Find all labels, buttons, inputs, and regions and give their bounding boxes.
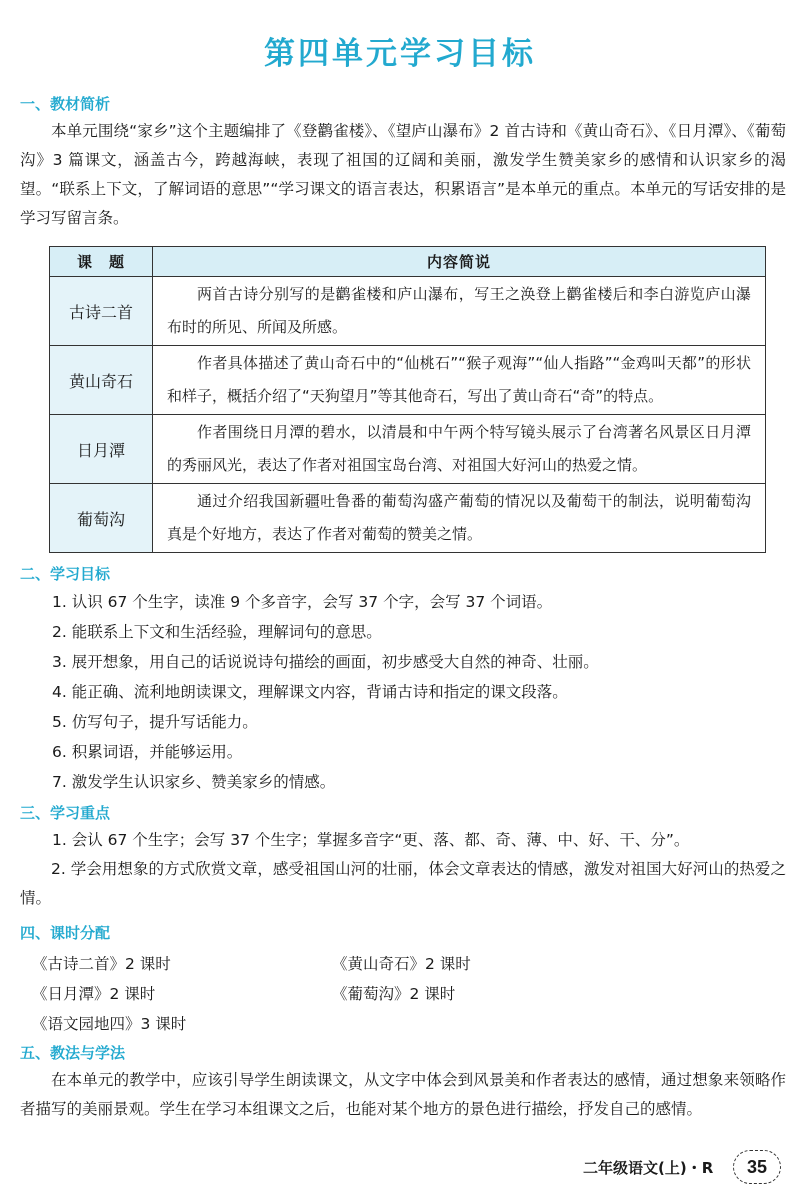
table-cell-lesson: 日月潭	[50, 415, 153, 484]
key-point-item: 2. 学会用想象的方式欣赏文章，感受祖国山河的壮丽，体会文章表达的情感，激发对祖国大好河山的热爱之情。	[20, 860, 786, 907]
goal-item: 4. 能正确、流利地朗读课文，理解课文内容，背诵古诗和指定的课文段落。	[52, 683, 568, 701]
book-label: 二年级语文(上)・R	[583, 1159, 714, 1177]
page-number-badge	[733, 1150, 781, 1184]
table-header-lesson: 课 题	[50, 247, 153, 277]
table-row	[50, 415, 766, 484]
table-cell-lesson: 葡萄沟	[50, 484, 153, 553]
table-header-summary: 内容简说	[153, 247, 766, 277]
table-row	[50, 277, 766, 346]
goal-item: 7. 激发学生认识家乡、赞美家乡的情感。	[52, 773, 336, 791]
lesson-table	[49, 246, 766, 553]
table-row	[50, 346, 766, 415]
table-row	[50, 484, 766, 553]
section-paragraph-methods: 在本单元的教学中，应该引导学生朗读课文，从文字中体会到风景美和作者表达的感情，通过想象来领略作者描写的美丽景观。学生在学习本组课文之后，也能对某个地方的景色进行描绘，抒发自己的感情。	[20, 1071, 786, 1118]
section-heading-key-points: 三、学习重点	[20, 804, 111, 822]
goal-item: 1. 认识 67 个生字，读准 9 个多音字，会写 37 个字，会写 37 个词语。	[52, 593, 553, 611]
table-cell-summary: 两首古诗分别写的是鹳雀楼和庐山瀑布，写王之涣登上鹳雀楼后和李白游览庐山瀑布时的所见、所闻及所感。	[153, 277, 766, 346]
table-cell-summary: 作者具体描述了黄山奇石中的“仙桃石”“猴子观海”“仙人指路”“金鸡叫天都”的形状和样子，概括介绍了“天狗望月”等其他奇石，写出了黄山奇石“奇”的特点。	[153, 346, 766, 415]
class-hour-item: 《语文园地四》3 课时	[32, 1015, 187, 1033]
section-heading-learning-goals: 二、学习目标	[20, 565, 111, 583]
page-number: 35	[746, 1156, 768, 1177]
table-cell-lesson: 古诗二首	[50, 277, 153, 346]
table-header-row	[50, 247, 766, 277]
section-heading-class-hours: 四、课时分配	[20, 924, 111, 942]
key-point-item: 1. 会认 67 个生字；会写 37 个生字；掌握多音字“更、落、都、奇、薄、中、好、干、分”。	[52, 831, 690, 849]
table-cell-summary: 通过介绍我国新疆吐鲁番的葡萄沟盛产葡萄的情况以及葡萄干的制法，说明葡萄沟真是个好地方，表达了作者对葡萄的赞美之情。	[153, 484, 766, 553]
section-paragraph-textbook-analysis: 本单元围绕“家乡”这个主题编排了《登鹳雀楼》、《望庐山瀑布》2 首古诗和《黄山奇石》、《日月潭》、《葡萄沟》3 篇课文，涵盖古今，跨越海峡，表现了祖国的辽阔和美丽，激发学生赞美家乡的感情和认识家乡的渴望。“联系上下文，了解词语的意思”“学习课文的语言表达，积累语言”是本单元的重点。本单元的写话安排的是学习写留言条。	[20, 122, 786, 227]
section-heading-methods: 五、教法与学法	[20, 1044, 126, 1062]
goal-item: 2. 能联系上下文和生活经验，理解词句的意思。	[52, 623, 382, 641]
class-hour-item: 《黄山奇石》2 课时	[332, 955, 471, 973]
class-hour-item: 《日月潭》2 课时	[32, 985, 156, 1003]
table-cell-lesson: 黄山奇石	[50, 346, 153, 415]
section-heading-textbook-analysis: 一、教材简析	[20, 95, 111, 113]
goal-item: 5. 仿写句子，提升写话能力。	[52, 713, 258, 731]
goal-item: 3. 展开想象，用自己的话说说诗句描绘的画面，初步感受大自然的神奇、壮丽。	[52, 653, 599, 671]
class-hour-item: 《古诗二首》2 课时	[32, 955, 171, 973]
goal-item: 6. 积累词语，并能够运用。	[52, 743, 243, 761]
page-title: 第四单元学习目标	[264, 36, 536, 72]
table-cell-summary: 作者围绕日月潭的碧水，以清晨和中午两个特写镜头展示了台湾著名风景区日月潭的秀丽风光，表达了作者对祖国宝岛台湾、对祖国大好河山的热爱之情。	[153, 415, 766, 484]
class-hour-item: 《葡萄沟》2 课时	[332, 985, 456, 1003]
